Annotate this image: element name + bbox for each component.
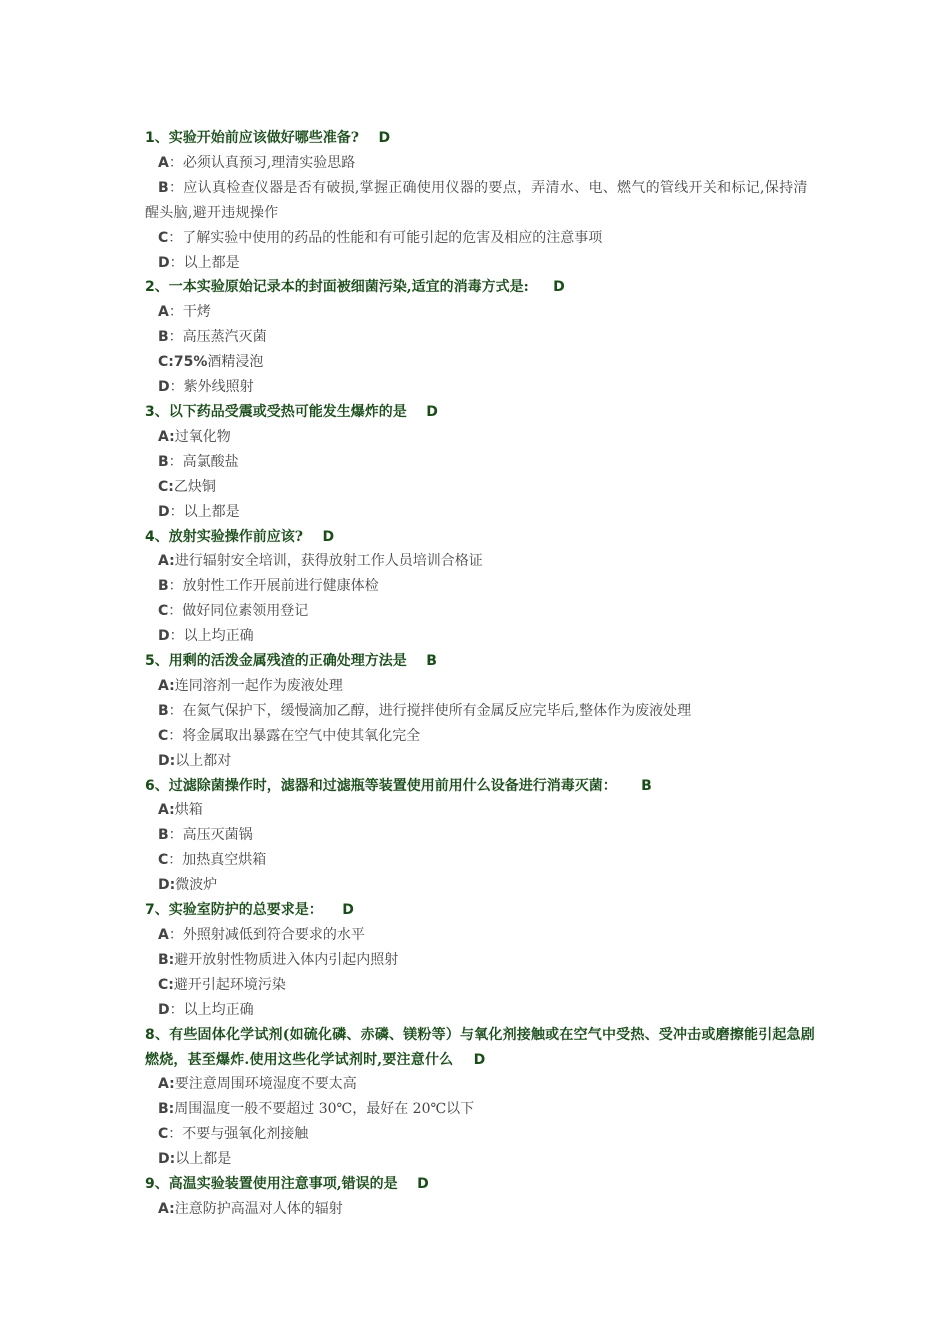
question-6 [145,774,815,799]
option-label: A: [158,553,175,570]
option-d [145,375,815,400]
option-text: 以上均正确 [183,1001,254,1018]
answer-key: D [473,1051,486,1068]
option-label: B [158,453,169,470]
option-text: 乙炔铜 [173,478,216,495]
option-a [145,300,815,325]
option-d [145,624,815,649]
question-text: 、一本实验原始记录本的封面被细菌污染,适宜的消毒方式是: [154,279,529,296]
option-text: 连同溶剂一起作为废液处理 [174,677,343,694]
question-8 [145,1023,815,1073]
option-text: 进行辐射安全培训，获得放射工作人员培训合格证 [174,553,483,570]
option-c [145,848,815,873]
answer-key: D [322,528,335,545]
option-a [145,151,815,176]
question-5 [145,649,815,674]
option-b [145,823,815,848]
question-text: 、有些固体化学试剂(如硫化磷、赤磷、镁粉等）与氧化剂接触或在空气中受热、受冲击或磨擦能引起急剧燃烧，甚至爆炸.使用这些化学试剂时,要注意什么 [145,1026,815,1068]
option-text: 应认真检查仪器是否有破损,掌握正确使用仪器的要点，弄清水、电、燃气的管线开关和标记,保持清醒头脑,避开违规操作 [145,179,808,221]
option-label: A: [158,428,175,445]
question-text: 、高温实验装置使用注意事项,错误的是 [154,1176,398,1193]
option-text: 高压蒸汽灭菌 [182,329,267,346]
option-text: 必须认真预习,理清实验思路 [182,154,356,171]
option-label: C [158,1126,169,1143]
option-separator: ： [168,154,183,171]
option-text: 将金属取出暴露在空气中使其氧化完全 [182,727,421,744]
option-text: 不要与强氧化剂接触 [182,1126,309,1143]
option-a [145,549,815,574]
option-a [145,425,815,450]
option-label: D [158,628,170,645]
option-separator: ： [168,852,183,869]
question-number: 6 [145,777,155,794]
option-text: 周围温度一般不要超过 30℃，最好在 20℃以下 [174,1101,475,1118]
option-c [145,724,815,749]
answer-key: D [378,130,391,146]
option-separator: ： [169,254,184,271]
option-d [145,251,815,276]
question-number: 2 [145,279,155,296]
option-b [145,1097,815,1122]
option-label: D [158,254,170,271]
option-label: C: [158,976,174,993]
option-separator: ： [168,702,183,719]
option-a [145,1197,815,1222]
option-c [145,1122,815,1147]
option-text: 外照射减低到符合要求的水平 [182,927,365,943]
question-number: 8 [145,1026,155,1043]
question-number: 4 [145,528,155,545]
option-separator: ： [168,727,183,744]
option-b [145,325,815,350]
option-a [145,674,815,699]
question-number: 9 [145,1176,155,1193]
option-label: D: [158,877,176,894]
option-b [145,948,815,973]
option-text: 放射性工作开展前进行健康体检 [182,578,379,595]
question-1 [145,126,815,151]
option-separator: ： [169,1001,184,1018]
option-text: 以上都对 [175,752,232,769]
option-b [145,450,815,475]
option-separator: ： [169,503,184,520]
option-d [145,873,815,898]
option-label: A: [158,802,175,819]
option-d [145,998,815,1023]
question-9 [145,1172,815,1197]
answer-key: D [342,902,354,919]
question-4 [145,525,815,550]
option-text: 烘箱 [174,802,203,819]
question-2 [145,275,815,300]
option-text: 了解实验中使用的药品的性能和有可能引起的危害及相应的注意事项 [182,229,603,246]
option-label: A [158,154,169,171]
question-text: 、过滤除菌操作时，滤器和过滤瓶等装置使用前用什么设备进行消毒灭菌： [154,777,617,794]
option-text: 要注意周围环境湿度不要太高 [174,1076,357,1093]
question-text: 、以下药品受震或受热可能发生爆炸的是 [154,403,407,420]
answer-key: D [553,279,565,296]
question-number: 5 [145,653,155,670]
question-text: 、实验开始前应该做好哪些准备? [154,130,359,146]
option-separator: ： [168,827,183,844]
question-list [145,126,815,1222]
option-text: 紫外线照射 [183,379,254,396]
option-separator: ： [168,603,183,620]
option-label: C [158,229,169,246]
question-number: 7 [145,902,155,919]
option-label: B: [158,1101,175,1118]
option-label: B [158,329,169,346]
question-text: 、实验室防护的总要求是： [154,902,323,919]
option-separator: ： [168,927,183,943]
option-text: 避开引起环境污染 [173,976,286,993]
question-text: 、放射实验操作前应该? [154,528,303,545]
option-a [145,798,815,823]
option-b [145,699,815,724]
answer-key: D [417,1176,429,1193]
option-separator: ： [168,453,183,470]
option-text: 做好同位素领用登记 [182,603,309,620]
option-text: 以上都是 [183,503,240,520]
option-a [145,923,815,948]
option-text: 微波炉 [175,877,218,894]
option-label: B [158,827,169,844]
option-d [145,1147,815,1172]
option-label: D [158,379,170,396]
option-label: C:75% [158,354,208,371]
option-text: 以上均正确 [183,628,254,645]
option-separator: ： [169,379,184,396]
option-d [145,500,815,525]
option-b [145,176,815,226]
question-number: 3 [145,403,155,420]
option-label: D: [158,1151,176,1168]
option-separator: ： [168,329,183,346]
option-text: 加热真空烘箱 [182,852,267,869]
option-label: A [158,304,169,321]
option-label: C [158,852,169,869]
option-text: 高压灭菌锅 [182,827,253,844]
option-label: D: [158,752,176,769]
answer-key: D [426,403,438,420]
option-label: B: [158,951,175,968]
option-text: 高氯酸盐 [182,453,239,470]
option-text: 干烤 [182,304,211,321]
option-c [145,973,815,998]
option-label: A: [158,677,175,694]
option-text: 以上都是 [183,254,240,271]
option-c [145,226,815,251]
option-text: 以上都是 [175,1151,232,1168]
option-b [145,574,815,599]
option-separator: ： [168,229,183,246]
question-3 [145,400,815,425]
option-d [145,749,815,774]
option-label: A: [158,1076,175,1093]
answer-key: B [426,653,437,670]
question-7 [145,898,815,923]
option-separator: ： [168,304,183,321]
option-text: 酒精浸泡 [207,354,264,371]
option-a [145,1072,815,1097]
option-label: D [158,1001,170,1018]
option-text: 过氧化物 [174,428,231,445]
option-label: A: [158,1200,175,1217]
option-text: 注意防护高温对人体的辐射 [174,1200,343,1217]
option-c [145,475,815,500]
option-c [145,599,815,624]
option-label: C: [158,478,174,495]
option-label: B [158,578,169,595]
option-separator: ： [168,578,183,595]
option-label: C [158,727,169,744]
option-separator: ： [168,179,184,196]
option-separator: ： [168,1126,183,1143]
option-label: B [158,179,169,196]
option-label: B [158,702,169,719]
option-separator: ： [169,628,184,645]
answer-key: B [641,777,652,794]
option-label: D [158,503,170,520]
question-number: 1 [145,130,155,146]
option-c [145,350,815,375]
option-text: 避开放射性物质进入体内引起内照射 [174,951,399,968]
option-label: A [158,927,169,943]
option-text: 在氮气保护下，缓慢滴加乙醇，进行搅拌使所有金属反应完毕后,整体作为废液处理 [182,702,692,719]
question-text: 、用剩的活泼金属残渣的正确处理方法是 [154,653,407,670]
option-label: C [158,603,169,620]
